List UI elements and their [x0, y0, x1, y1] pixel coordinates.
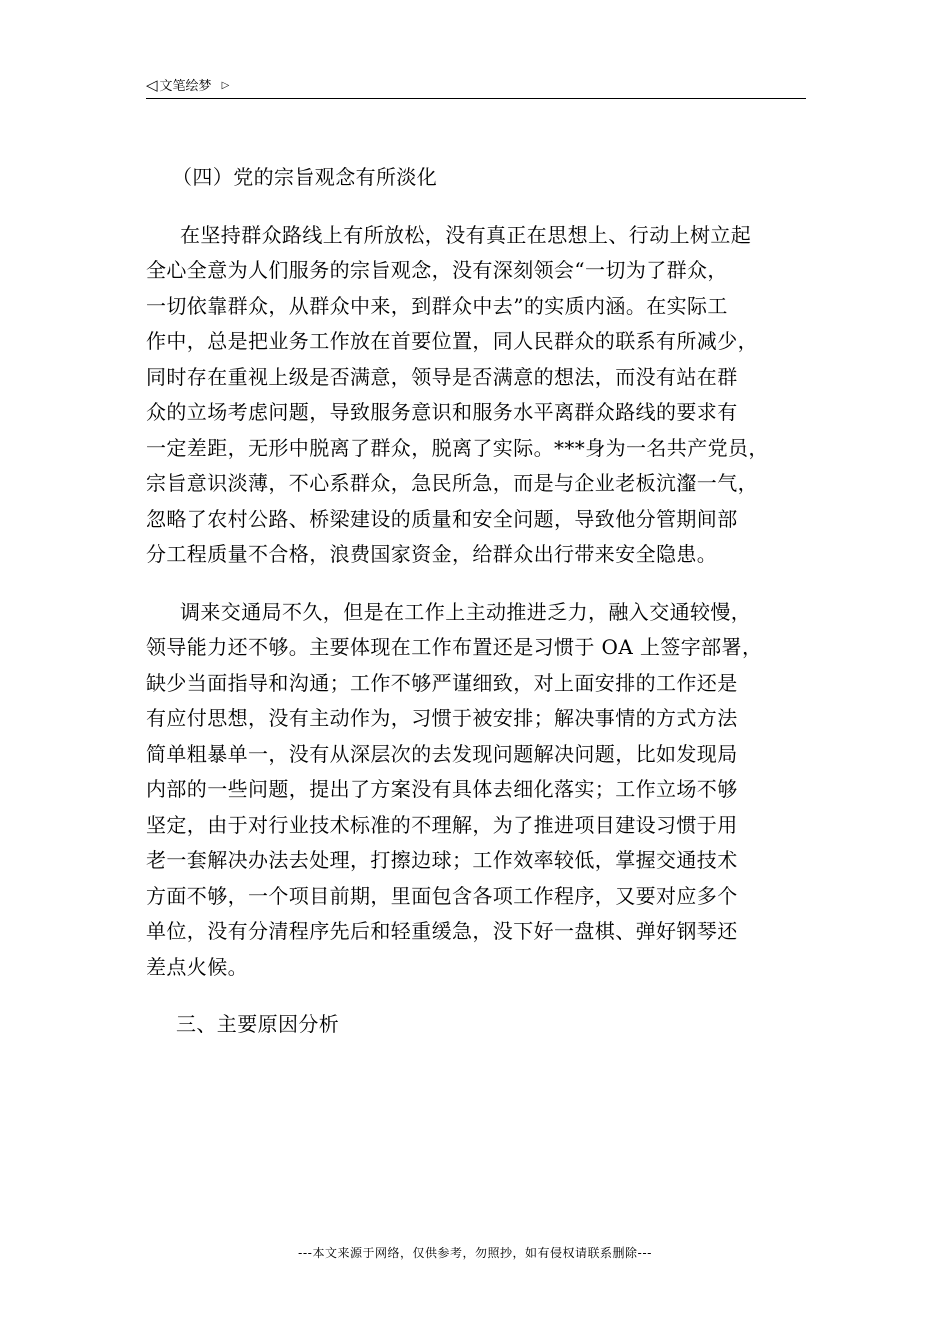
paragraph-line: 分工程质量不合格，浪费国家资金，给群众出行带来安全隐患。: [146, 542, 718, 566]
page-footer: ---本文来源于网络，仅供参考，勿照抄，如有侵权请联系删除---: [298, 1246, 652, 1260]
paragraph-2: [146, 595, 806, 986]
paragraph-line: 在坚持群众路线上有所放松，没有真正在思想上、行动上树立起: [180, 222, 752, 247]
paragraph-line: 老一套解决办法去处理，打擦边球；工作效率较低，掌握交通技术: [146, 848, 738, 872]
triangle-left-icon: ◁: [146, 76, 158, 94]
paragraph-line: 差点火候。: [146, 954, 248, 979]
paragraph-line: 一切依靠群众，从群众中来，到群众中去”的实质内涵。在实际工: [146, 293, 728, 318]
page-header: [146, 76, 806, 99]
paragraph-line: 简单粗暴单一，没有从深层次的去发现问题解决问题，比如发现局: [146, 741, 738, 766]
paragraph-line: 一定差距，无形中脱离了群众，脱离了实际。***身为一名共产党员，: [146, 435, 769, 460]
paragraph-line: 调来交通局不久，但是在工作上主动推进乏力，融入交通较慢，: [180, 599, 752, 624]
document-body: [146, 160, 806, 1043]
section-heading: （四）党的宗旨观念有所淡化: [172, 165, 438, 189]
paragraph-line: 缺少当面指导和沟通；工作不够严谨细致，对上面安排的工作还是: [146, 670, 738, 695]
paragraph-line: 单位，没有分清程序先后和轻重缓急，没下好一盘棋、弹好钢琴还: [146, 919, 738, 943]
paragraph-line: 全心全意为人们服务的宗旨观念，没有深刻领会“一切为了群众，: [146, 258, 728, 282]
paragraph-line: 作中，总是把业务工作放在首要位置，同人民群众的联系有所减少，: [146, 329, 758, 353]
paragraph-line: 方面不够，一个项目前期，里面包含各项工作程序，又要对应多个: [146, 883, 738, 908]
paragraph-1: [146, 218, 806, 573]
paragraph-line: 领导能力还不够。主要体现在工作布置还是习惯于 OA 上签字部署，: [146, 635, 763, 659]
paragraph-line: 内部的一些问题，提出了方案没有具体去细化落实；工作立场不够: [146, 777, 738, 801]
triangle-right-icon: ▷: [221, 80, 230, 91]
paragraph-line: 有应付思想，没有主动作为，习惯于被安排；解决事情的方式方法: [146, 706, 738, 730]
paragraph-line: 宗旨意识淡薄，不心系群众，急民所急，而是与企业老板沆瀣一气，: [146, 471, 758, 495]
paragraph-line: 同时存在重视上级是否满意，领导是否满意的想法，而没有站在群: [146, 364, 738, 389]
paragraph-line: 众的立场考虑问题，导致服务意识和服务水平离群众路线的要求有: [146, 400, 738, 424]
paragraph-line: 忽略了农村公路、桥梁建设的质量和安全问题，导致他分管期间部: [146, 506, 738, 531]
paragraph-line: 坚定，由于对行业技术标准的不理解，为了推进项目建设习惯于用: [146, 812, 738, 837]
header-title: 文笔绘梦: [159, 79, 212, 94]
section-heading-2: 三、主要原因分析: [176, 1012, 340, 1036]
